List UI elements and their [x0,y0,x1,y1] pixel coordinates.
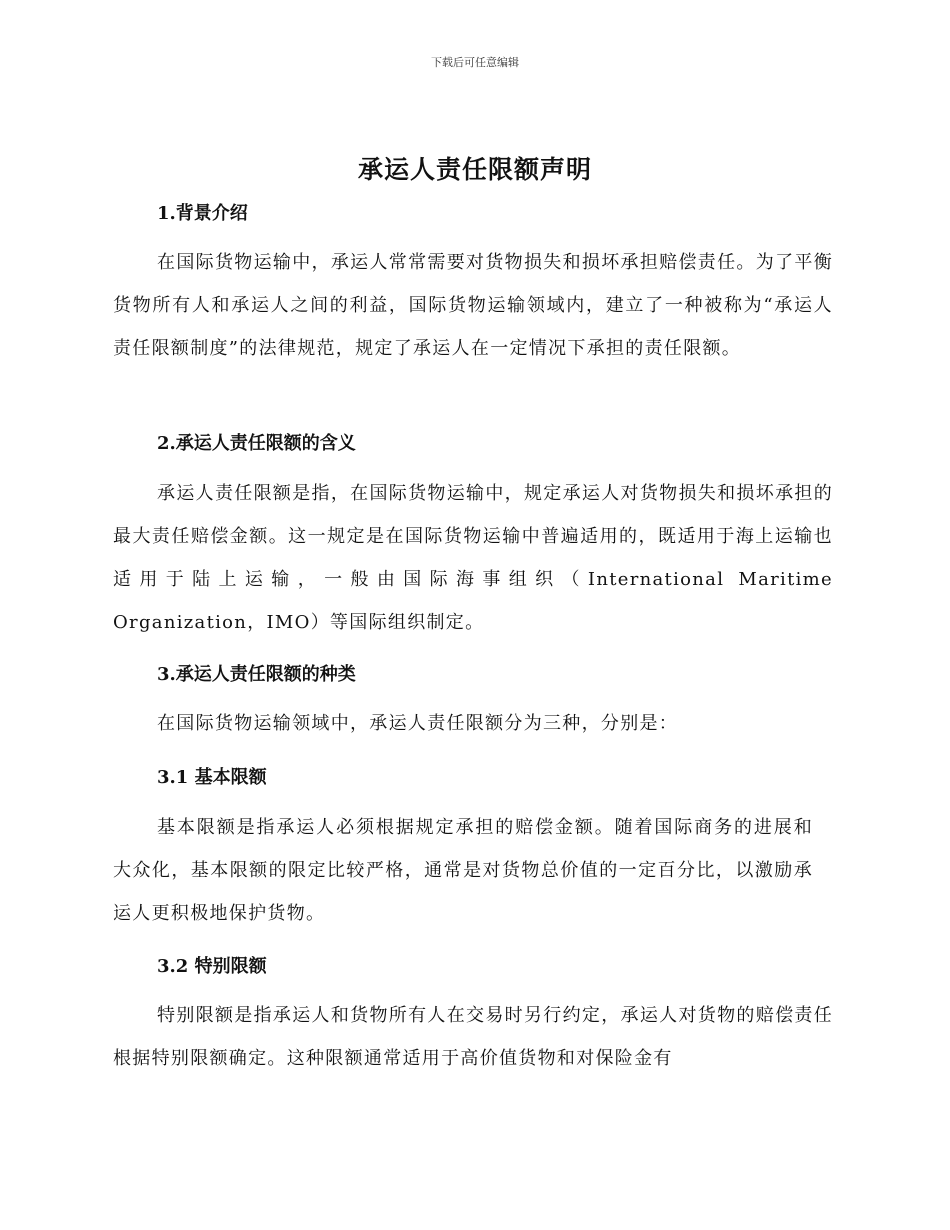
paragraph-types: 在国际货物运输领域中，承运人责任限额分为三种，分别是： [157,713,679,734]
paragraph-background: 在国际货物运输中，承运人常常需要对货物损失和损坏承担赔偿责任。为了平衡货物所有人和承运人之间的利益，国际货物运输领域内，建立了一种被称为“承运人责任限额制度”的法律规范，规定了承运人在一定情况下承担的责任限额。 [113,252,833,359]
paragraph-basic-limit: 基本限额是指承运人必须根据规定承担的赔偿金额。随着国际商务的进展和大众化，基本限额的限定比较严格，通常是对货物总价值的一定百分比，以激励承运人更积极地保护货物。 [113,817,813,924]
paragraph-meaning: 承运人责任限额是指，在国际货物运输中，规定承运人对货物损失和损坏承担的最大责任赔偿金额。这一规定是在国际货物运输中普遍适用的，既适用于海上运输也适用于陆上运输，一般由国际海事组织（International Maritime Organization，IMO）等国际组织制定。 [113,483,833,633]
section-heading-types: 3.承运人责任限额的种类 [157,664,356,685]
section-heading-background: 1.背景介绍 [157,203,248,224]
paragraph-special-limit: 特别限额是指承运人和货物所有人在交易时另行约定，承运人对货物的赔偿责任根据特别限额确定。这种限额通常适用于高价值货物和对保险金有 [113,1005,833,1069]
page-header-note: 下载后可任意编辑 [431,56,519,69]
document-title: 承运人责任限额声明 [357,155,592,184]
section-heading-special-limit: 3.2 特别限额 [157,956,267,977]
section-heading-basic-limit: 3.1 基本限额 [157,767,267,788]
section-heading-meaning: 2.承运人责任限额的含义 [157,433,356,454]
